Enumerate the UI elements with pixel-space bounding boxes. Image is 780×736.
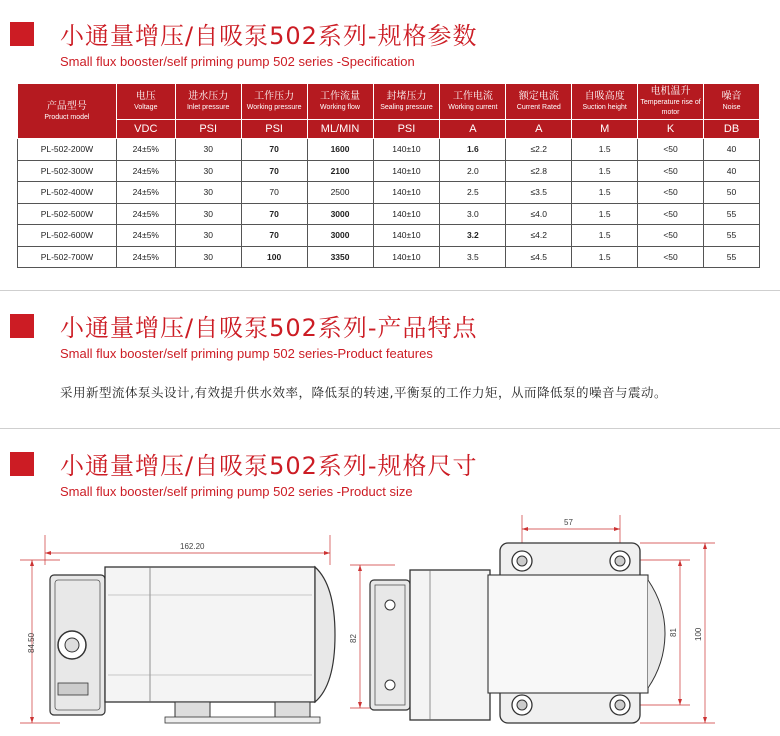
column-header-en: Working pressure	[246, 104, 302, 111]
table-cell: 3.2	[440, 225, 506, 247]
column-header-en: Voltage	[134, 104, 158, 111]
table-cell: 30	[175, 160, 241, 182]
table-cell: <50	[638, 246, 704, 268]
section-title-cn: 小通量增压/自吸泵502系列-规格参数	[60, 22, 478, 50]
table-cell: <50	[638, 225, 704, 247]
column-header-cn: 产品型号	[46, 100, 87, 112]
divider	[0, 428, 780, 429]
section-marker-square	[10, 452, 34, 476]
table-cell: 140±10	[373, 225, 440, 247]
table-row	[18, 225, 760, 247]
table-cell: 2100	[307, 160, 373, 182]
column-header	[704, 84, 760, 120]
column-header	[440, 84, 506, 120]
divider	[0, 290, 780, 291]
column-header-cn: 进水压力	[188, 91, 229, 102]
column-unit: PSI	[175, 120, 241, 139]
table-cell: 30	[175, 139, 241, 161]
column-header	[638, 84, 704, 120]
column-header-cn: 工作流量	[320, 91, 361, 102]
section-title-en: Small flux booster/self priming pump 502 series -Product size	[60, 484, 413, 499]
column-header-cn: 自吸高度	[584, 91, 625, 102]
column-header-en: Noise	[722, 104, 741, 111]
table-cell: 140±10	[373, 139, 440, 161]
column-unit: ML/MIN	[307, 120, 373, 139]
table-cell: 24±5%	[116, 246, 175, 268]
table-cell: ≤4.2	[506, 225, 572, 247]
table-cell: 1.5	[572, 225, 638, 247]
table-body	[18, 139, 760, 268]
table-cell: 1.5	[572, 246, 638, 268]
table-cell: 3.5	[440, 246, 506, 268]
table-cell: 24±5%	[116, 182, 175, 204]
table-cell: 24±5%	[116, 203, 175, 225]
dim-length-label: 162.20	[180, 542, 205, 551]
column-header	[175, 84, 241, 120]
section-title-en: Small flux booster/self priming pump 502 series -Specification	[60, 54, 415, 69]
column-unit: A	[506, 120, 572, 139]
table-cell: 1.5	[572, 203, 638, 225]
dim-height-right-outer-label: 100	[694, 627, 703, 641]
table-cell: ≤4.0	[506, 203, 572, 225]
table-cell: 30	[175, 182, 241, 204]
column-header-cn: 封堵压力	[386, 91, 427, 102]
column-header-en: Temperature rise of motor	[640, 99, 701, 116]
table-cell: ≤3.5	[506, 182, 572, 204]
table-cell: <50	[638, 139, 704, 161]
column-header-en: Inlet pressure	[186, 104, 230, 111]
table-row	[18, 203, 760, 225]
table-cell: PL-502-400W	[18, 182, 117, 204]
table-cell: <50	[638, 160, 704, 182]
table-cell: 70	[241, 160, 307, 182]
table-cell: 140±10	[373, 160, 440, 182]
table-cell: 70	[241, 225, 307, 247]
dim-height-mid-label: 82	[349, 634, 358, 643]
table-row	[18, 139, 760, 161]
table-cell: 2.0	[440, 160, 506, 182]
table-cell: 100	[241, 246, 307, 268]
table-cell: 1.5	[572, 160, 638, 182]
table-cell: 3000	[307, 203, 373, 225]
table-cell: 55	[704, 203, 760, 225]
table-cell: 1.5	[572, 139, 638, 161]
dim-width-top-label: 57	[564, 518, 573, 527]
column-header	[373, 84, 440, 120]
dim-height-right-inner-label: 81	[669, 628, 678, 637]
column-unit: K	[638, 120, 704, 139]
table-cell: 2.5	[440, 182, 506, 204]
table-cell: 140±10	[373, 203, 440, 225]
product-size-drawing	[0, 505, 780, 736]
column-header-en: Current Rated	[516, 104, 561, 111]
column-unit: DB	[704, 120, 760, 139]
table-cell: 40	[704, 160, 760, 182]
table-cell: PL-502-600W	[18, 225, 117, 247]
table-cell: 30	[175, 246, 241, 268]
table-cell: PL-502-300W	[18, 160, 117, 182]
table-row	[18, 160, 760, 182]
table-cell: <50	[638, 203, 704, 225]
table-cell: 40	[704, 139, 760, 161]
table-row	[18, 246, 760, 268]
table-cell: PL-502-200W	[18, 139, 117, 161]
section-title-cn: 小通量增压/自吸泵502系列-产品特点	[60, 314, 478, 342]
table-cell: ≤2.8	[506, 160, 572, 182]
column-header	[241, 84, 307, 120]
column-header-en: Product model	[44, 113, 90, 121]
column-header	[506, 84, 572, 120]
table-cell: 70	[241, 182, 307, 204]
column-header-en: Sealing pressure	[380, 104, 433, 111]
column-header-cn: 工作电流	[452, 91, 493, 102]
section-marker-square	[10, 314, 34, 338]
table-cell: 3350	[307, 246, 373, 268]
spec-table	[17, 83, 760, 268]
table-cell: ≤4.5	[506, 246, 572, 268]
table-cell: 30	[175, 225, 241, 247]
table-cell: 1600	[307, 139, 373, 161]
table-cell: 55	[704, 246, 760, 268]
table-cell: 30	[175, 203, 241, 225]
column-header-en: Working current	[448, 104, 498, 111]
table-cell: PL-502-700W	[18, 246, 117, 268]
table-cell: 50	[704, 182, 760, 204]
column-header	[116, 84, 175, 120]
table-cell: 1.5	[572, 182, 638, 204]
table-cell: ≤2.2	[506, 139, 572, 161]
table-cell: 140±10	[373, 182, 440, 204]
table-cell: 24±5%	[116, 225, 175, 247]
dim-height-left-label: 84.50	[27, 632, 36, 653]
table-cell: 2500	[307, 182, 373, 204]
column-header	[572, 84, 638, 120]
table-cell: 3.0	[440, 203, 506, 225]
column-unit: VDC	[116, 120, 175, 139]
column-unit: A	[440, 120, 506, 139]
pump-side-view	[20, 535, 335, 723]
table-cell: 1.6	[440, 139, 506, 161]
column-unit: PSI	[241, 120, 307, 139]
table-row	[18, 182, 760, 204]
table-unit-row	[18, 120, 760, 139]
column-header-cn: 额定电流	[518, 91, 559, 102]
section-marker-square	[10, 22, 34, 46]
table-cell: 24±5%	[116, 160, 175, 182]
column-header-cn: 电压	[135, 91, 156, 102]
pump-front-view	[349, 565, 490, 720]
column-header-cn: 工作压力	[254, 91, 295, 102]
table-cell: 140±10	[373, 246, 440, 268]
column-header-en: Suction height	[582, 104, 627, 111]
column-header-en: Working flow	[320, 104, 360, 111]
pump-top-view	[488, 515, 715, 723]
table-cell: 3000	[307, 225, 373, 247]
section-title-en: Small flux booster/self priming pump 502 series-Product features	[60, 346, 433, 361]
column-header-cn: 电机温升	[650, 86, 691, 97]
column-header	[307, 84, 373, 120]
features-text: 采用新型流体泵头设计,有效提升供水效率，降低泵的转速,平衡泵的工作力矩，从而降低泵的噪音与震动。	[60, 385, 667, 400]
column-header-cn: 噪音	[721, 91, 742, 102]
table-cell: <50	[638, 182, 704, 204]
column-unit: M	[572, 120, 638, 139]
column-header	[18, 84, 117, 139]
column-unit: PSI	[373, 120, 440, 139]
table-cell: PL-502-500W	[18, 203, 117, 225]
table-cell: 70	[241, 139, 307, 161]
table-cell: 70	[241, 203, 307, 225]
table-header-row	[18, 84, 760, 120]
section-title-cn: 小通量增压/自吸泵502系列-规格尺寸	[60, 452, 478, 480]
table-cell: 55	[704, 225, 760, 247]
table-cell: 24±5%	[116, 139, 175, 161]
